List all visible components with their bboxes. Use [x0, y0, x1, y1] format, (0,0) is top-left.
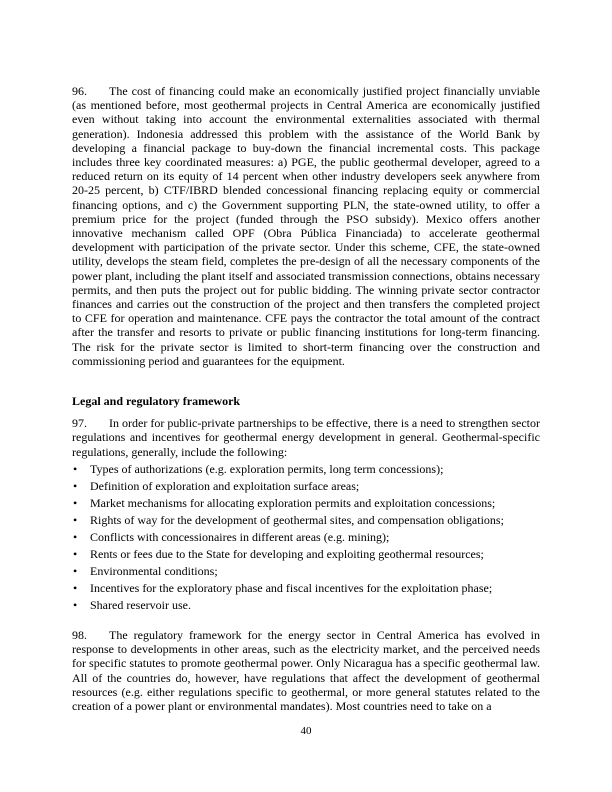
bullet-text: Incentives for the exploratory phase and fiscal incentives for the exploitation phase;	[90, 580, 493, 595]
bullet-text: Rights of way for the development of geothermal sites, and compensation obligations;	[90, 512, 504, 527]
bullet-icon: •	[73, 478, 78, 493]
bullet-icon: •	[73, 529, 78, 544]
paragraph-number: 98.	[72, 628, 87, 643]
bullet-item	[72, 496, 540, 510]
bullet-icon: •	[73, 563, 78, 578]
paragraph-number: 96.	[72, 84, 87, 98]
bullet-item	[72, 581, 540, 595]
bullet-item	[72, 479, 540, 493]
paragraph-number: 97.	[72, 416, 87, 431]
bullet-text: Definition of exploration and exploitation surface areas;	[90, 478, 360, 493]
bullet-icon: •	[73, 512, 78, 527]
paragraph-96	[72, 84, 540, 368]
bullet-text: Conflicts with concessionaires in different areas (e.g. mining);	[90, 529, 390, 544]
bullet-text: Environmental conditions;	[90, 563, 218, 578]
section-heading: Legal and regulatory framework	[72, 394, 241, 409]
bullet-text: Market mechanisms for allocating exploration permits and exploitation concessions;	[90, 495, 496, 510]
bullet-icon: •	[73, 495, 78, 510]
bullet-icon: •	[73, 597, 78, 612]
bullet-icon: •	[73, 546, 78, 561]
bullet-item	[72, 564, 540, 578]
bullet-text: Types of authorizations (e.g. exploration permits, long term concessions);	[90, 461, 444, 476]
bullet-item	[72, 513, 540, 527]
paragraph-text: In order for public-private partnerships to be effective, there is a need to strengthen sector regulations and incentives for geothermal energy development in general. Geothermal-specific regulations, generally, include the following:	[72, 416, 540, 459]
bullet-text: Shared reservoir use.	[90, 597, 191, 612]
bullet-item	[72, 547, 540, 561]
paragraph-text: The regulatory framework for the energy sector in Central America has evolved in response to developments in other areas, such as the electricity market, and the perceived needs for specific statutes to promote geothermal power. Only Nicaragua has a specific geothermal law. All of the countries do, however, have regulations that affect the development of geothermal resources (e.g. either regulations specific to geothermal, or more general statutes related to the creation of a power plant or environmental mandates). Most countries need to take on a	[72, 628, 540, 714]
bullet-item	[72, 530, 540, 544]
paragraph-97	[72, 416, 540, 459]
page-number: 40	[300, 725, 312, 737]
bullet-icon: •	[73, 461, 78, 476]
regulations-bullet-list	[72, 462, 540, 612]
bullet-item	[72, 462, 540, 476]
bullet-icon: •	[73, 580, 78, 595]
bullet-item	[72, 598, 540, 612]
paragraph-98	[72, 628, 540, 713]
bullet-text: Rents or fees due to the State for developing and exploiting geothermal resources;	[90, 546, 484, 561]
paragraph-text: The cost of financing could make an economically justified project financially unviable (as mentioned before, most geothermal projects in Central America are economically justified even without taking into account the environmental externalities associated with thermal generation). Indonesia addressed this problem with the assistance of the World Bank by developing a financial package to buy-down the financial incremental costs. This package includes three key coordinated measures: a) PGE, the public geothermal developer, agreed to a reduced return on its equity of 14 percent when other industry developers seek anywhere from 20-25 percent, b) CTF/IBRD blended concessional financing replacing equity or commercial financing options, and c) the Government supporting PLN, the state-owned utility, to offer a premium price for the project (funded through the PSO subsidy). Mexico offers another innovative mechanism called OPF (Obra Pública Financiada) to accelerate geothermal development with participation of the private sector. Under this scheme, CFE, the state-owned utility, develops the steam field, completes the pre-design of all the necessary components of the power plant, including the plant itself and associated transmission connections, obtains necessary permits, and then puts the project out for public bidding. The winning private sector contractor finances and carries out the construction of the project and then transfers the completed project to CFE for operation and maintenance. CFE pays the contractor the total amount of the contract after the transfer and resorts to private or public financing institutions for long-term financing. The risk for the private sector is limited to short-term financing over the construction and commissioning period and guarantees for the equipment.	[72, 84, 540, 368]
